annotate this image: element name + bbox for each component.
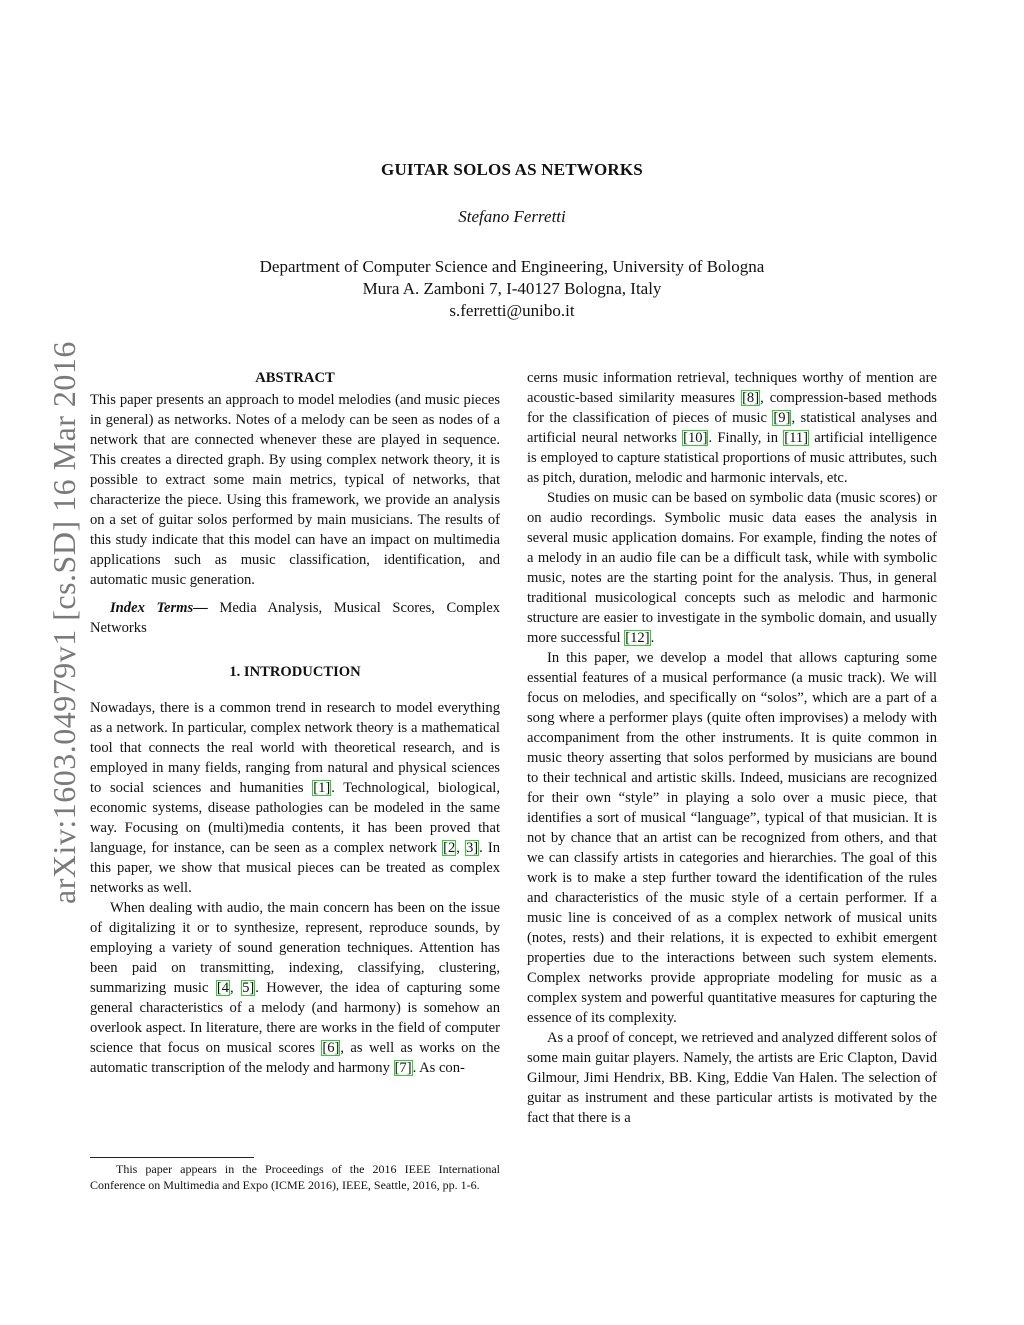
index-terms xyxy=(90,598,500,638)
right-paragraph-3: In this paper, we develop a model that allows capturing some essential features of a musical performance (a music track). We will focus on melodies, and specifically on “solos”, which are a part of a song where a performer plays (quite often improvises) a melody with accompaniment from the other instruments. It is quite common in music theory asserting that solos performed by musicians are bound to their technical and artistic skills. Indeed, musicians are recognized for their own “style” in playing a solo over a music piece, that identifies a sort of musical “language”, typical of that musician. It is not by chance that an artist can be recognized from others, and that we can classify artists in categories and hierarchies. The goal of this work is to make a step further toward the identification of the rules and characteristics of the music style of a certain performer. If a music line is conceived of as a complex network of musical units (notes, rests) and their relations, it is expected to exhibit emergent properties due to the interactions between such system elements. Complex networks provide appropriate modeling for music as a complex system and powerful quantitative measures for capturing the essence of its complexity. xyxy=(527,650,937,1026)
affiliation-address: Mura A. Zamboni 7, I-40127 Bologna, Italy xyxy=(362,279,662,298)
affiliation-block xyxy=(0,256,1024,322)
citation-link[interactable]: [1] xyxy=(313,780,331,796)
arxiv-identifier-stamp[interactable]: arXiv:1603.04979v1 [cs.SD] 16 Mar 2016 xyxy=(46,341,82,904)
intro-p2-text-a: When dealing with audio, the main concern has been on the issue of digitalizing it or to synthesize, represent, reproduce sounds, by employing a variety of sound generation techniques. Attention has been paid on transmitting, indexing, classifying, clustering, summarizing music xyxy=(90,900,500,996)
intro-p1-text-c: . In this paper, we show that musical pieces can be treated as complex networks as well. xyxy=(90,840,501,896)
right-p2-text-b: . xyxy=(650,630,655,646)
citation-link[interactable]: 3] xyxy=(465,840,479,856)
right-column xyxy=(527,368,937,1128)
intro-p2-text-b: . However, the idea of capturing some general characteristics of a melody (and harmony) is somehow an overlook aspect. In literature, there are works in the field of computer science that focus on musical scores xyxy=(90,980,500,1056)
index-terms-text: Media Analysis, Musical Scores, Complex Networks xyxy=(90,600,500,636)
abstract-text: This paper presents an approach to model melodies (and music pieces in general) as networks. Notes of a melody can be seen as nodes of a network that are connected whenever these are played in sequence. This creates a directed graph. By using complex network theory, it is possible to extract some main metrics, typical of networks, that characterize the piece. Using this framework, we provide an analysis on a set of guitar solos performed by main musicians. The results of this study indicate that this model can have an impact on multimedia applications such as music classification, identification, and automatic music generation. xyxy=(90,392,500,588)
right-p1-text-a: cerns music information retrieval, techniques worthy of mention are acoustic-based similarity measures xyxy=(527,370,937,406)
citation-link[interactable]: [7] xyxy=(394,1060,412,1076)
abstract-heading: ABSTRACT xyxy=(255,370,335,386)
citation-link[interactable]: [12] xyxy=(625,630,650,646)
paper-title: GUITAR SOLOS AS NETWORKS xyxy=(381,160,643,179)
right-paragraph-4: As a proof of concept, we retrieved and analyzed different solos of some main guitar players. Namely, the artists are Eric Clapton, David Gilmour, Jimi Hendrix, BB. King, Eddie Van Halen. The selection of guitar as instrument and these particular artists is motivated by the fact that there is a xyxy=(527,1030,937,1126)
intro-p2-text-c: , as well as works on the automatic transcription of the melody and harmony xyxy=(90,1040,501,1076)
right-p1-text-d: . Finally, in xyxy=(708,430,784,446)
intro-paragraph-1 xyxy=(90,698,500,898)
intro-p2-text-d: . As con- xyxy=(412,1060,465,1076)
right-paragraph-1 xyxy=(527,368,937,488)
footnote-divider xyxy=(90,1157,254,1158)
citation-link[interactable]: [9] xyxy=(773,410,791,426)
citation-separator: , xyxy=(230,980,242,996)
footnote xyxy=(90,1161,500,1193)
citation-link[interactable]: [10] xyxy=(683,430,708,446)
intro-p1-text-a: Nowadays, there is a common trend in research to model everything as a network. In particular, complex network theory is a mathematical tool that connects the real world with theoretical research, and is employed in many fields, ranging from natural and physical sciences to social sciences and humanities xyxy=(90,700,500,796)
right-p1-text-c: , statistical analyses and artificial neural networks xyxy=(527,410,937,446)
right-p1-text-e: artificial intelligence is employed to capture statistical proportions of music attributes, such as pitch, duration, melodic and harmonic intervals, etc. xyxy=(527,430,937,486)
citation-link[interactable]: 5] xyxy=(242,980,255,996)
citation-link[interactable]: [8] xyxy=(742,390,760,406)
affiliation-department: Department of Computer Science and Engineering, University of Bologna xyxy=(259,257,765,276)
author-email[interactable]: s.ferretti@unibo.it xyxy=(449,301,575,320)
author-name: Stefano Ferretti xyxy=(458,207,566,226)
citation-separator: , xyxy=(456,840,465,856)
left-column xyxy=(90,368,500,1078)
right-p1-text-b: , compression-based methods for the classification of pieces of music xyxy=(527,390,937,426)
intro-paragraph-2 xyxy=(90,898,500,1078)
citation-link[interactable]: [2 xyxy=(443,840,456,856)
footnote-text: This paper appears in the Proceedings of the 2016 IEEE International Conference on Multimedia and Expo (ICME 2016), IEEE, Seattle, 2016, pp. 1-6. xyxy=(90,1162,500,1192)
citation-link[interactable]: [11] xyxy=(784,430,809,446)
citation-link[interactable]: [4 xyxy=(216,980,230,996)
citation-link[interactable]: [6] xyxy=(322,1040,340,1056)
index-terms-label: Index Terms— xyxy=(110,600,208,616)
right-paragraph-2 xyxy=(527,488,937,648)
right-p2-text-a: Studies on music can be based on symbolic data (music scores) or on audio recordings. Symbolic music data eases the analysis in several music application domains. For example, finding the notes of a melody in an audio file can be a difficult task, while with symbolic music, notes are the starting point for the analysis. Thus, in general traditional musicological concepts such as melodic and harmonic structure are easier to investigate in the symbolic domain, and usually more successful xyxy=(527,490,937,646)
intro-p1-text-b: . Technological, biological, economic systems, disease pathologies can be modeled in the same way. Focusing on (multi)media contents, it has been proved that language, for instance, can be seen as a complex network xyxy=(90,780,500,856)
introduction-heading: 1. INTRODUCTION xyxy=(229,664,361,680)
